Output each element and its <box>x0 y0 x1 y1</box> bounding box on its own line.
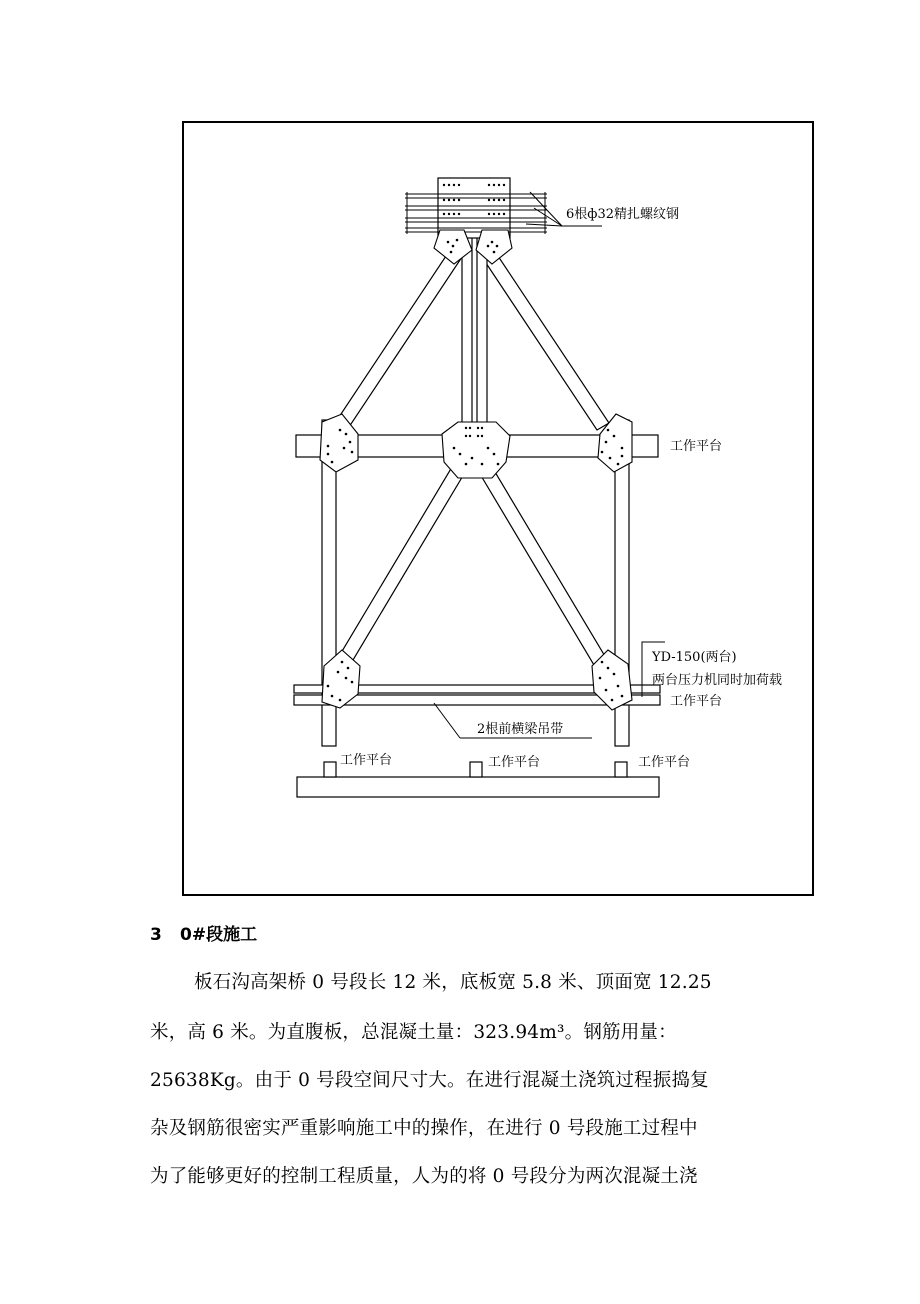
platform-label-base-center: 工作平台 <box>488 755 541 770</box>
platform-label-mid: 工作平台 <box>670 439 723 454</box>
section-title: 0#段施工 <box>180 925 258 945</box>
section-number: 3 <box>150 925 162 945</box>
top-head-block <box>438 178 510 238</box>
paragraph-line-1: 板石沟高架桥 0 号段长 12 米，底板宽 5.8 米、顶面宽 12.25 <box>194 972 712 993</box>
hanger-label: 2根前横梁吊带 <box>477 722 564 737</box>
upper-left-diagonal <box>335 247 464 430</box>
paragraph-line-4: 杂及钢筋很密实严重影响施工中的操作，在进行 0 号段施工过程中 <box>150 1118 698 1139</box>
section-heading <box>150 920 257 945</box>
platform-label-lower: 工作平台 <box>670 694 723 709</box>
platform-label-base-left: 工作平台 <box>340 753 393 768</box>
upper-right-diagonal <box>480 247 609 430</box>
rebar-label: 6根ф32精扎螺纹钢 <box>566 207 679 222</box>
lower-left-diagonal <box>335 467 464 670</box>
platform-label-base-right: 工作平台 <box>638 755 691 770</box>
truss-drawing <box>2 2 920 1304</box>
paragraph-line-5: 为了能够更好的控制工程质量，人为的将 0 号段分为两次混凝土浇 <box>150 1166 698 1187</box>
paragraph-line-2: 米，高 6 米。为直腹板，总混凝土量：323.94m³。钢筋用量： <box>150 1022 677 1043</box>
structure-diagram <box>182 121 814 896</box>
jack-note-label: 两台压力机同时加荷载 <box>652 673 783 688</box>
lower-right-diagonal <box>480 467 609 670</box>
paragraph-line-3: 25638Kg。由于 0 号段空间尺寸大。在进行混凝土浇筑过程振捣复 <box>150 1070 709 1091</box>
jack-model-label: YD-150(两台) <box>652 650 737 665</box>
